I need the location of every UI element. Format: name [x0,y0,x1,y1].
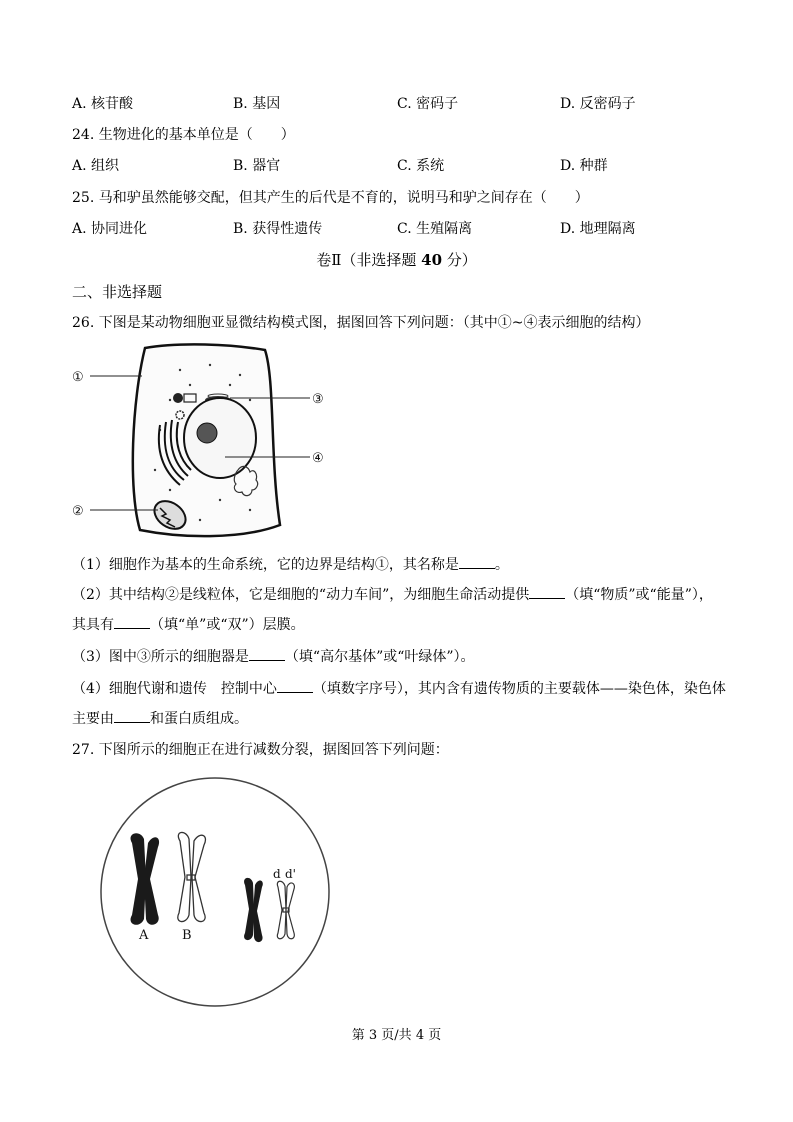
q26-sub4-line2-text: 主要由 [72,711,114,727]
q26-sub4 [72,678,726,699]
q24-option-d: D. 种群 [560,158,608,174]
meiosis-cell-diagram [95,775,345,1010]
page-footer: 第 3 页/共 4 页 [351,1028,442,1043]
q24-option-b: B. 器官 [233,158,281,174]
q26-sub4-line2 [72,708,248,729]
q27-stem: 27. 下图所示的细胞正在进行减数分裂，据图回答下列问题： [72,742,449,758]
answer-blank[interactable] [529,584,565,599]
answer-blank[interactable] [459,554,495,569]
q26-sub3 [72,646,475,667]
label-4: ④ [312,451,324,466]
label-1: ① [72,370,84,385]
q24-option-a: A. 组织 [72,158,120,174]
q25-option-b: B. 获得性遗传 [233,221,323,237]
q26-sub1-end: 。 [494,557,509,573]
q23-option-b: B. 基因 [233,96,281,112]
q23-option-a: A. 核苷酸 [72,96,134,112]
section-title [0,250,793,270]
q26-sub2 [72,584,713,605]
q24-option-c: C. 系统 [397,158,445,174]
q25-stem: 25. 马和驴虽然能够交配，但其产生的后代是不育的，说明马和驴之间存在（ ） [72,190,589,206]
q26-sub3-text: （3）图中③所示的细胞器是 [72,649,249,665]
q26-sub3-hint: （填“高尔基体”或“叶绿体”）。 [284,649,475,665]
chromosome-label-a: A [139,928,149,943]
q26-sub4-text: （4）细胞代谢和遗传 控制中心 [72,681,277,697]
section-title-post: 分） [442,251,477,269]
answer-blank[interactable] [114,614,150,629]
q24-stem: 24. 生物进化的基本单位是（ ） [72,127,295,143]
q26-sub2-line2 [72,614,305,635]
q25-option-c: C. 生殖隔离 [397,221,473,237]
answer-blank[interactable] [277,678,313,693]
label-2: ② [72,504,84,519]
answer-blank[interactable] [249,646,285,661]
q25-option-a: A. 协同进化 [72,221,148,237]
q26-sub1 [72,554,509,575]
answer-blank[interactable] [114,708,150,723]
q26-sub1-text: （1）细胞作为基本的生命系统，它的边界是结构①，其名称是 [72,557,459,573]
q26-stem: 26. 下图是某动物细胞亚显微结构模式图，据图回答下列问题：（其中①~④表示细胞的结构） [72,315,650,331]
chromatid-label-d: d [273,867,281,881]
chromosome-label-b: B [182,928,192,943]
chromatid-label-d-prime: d' [285,867,296,881]
q26-sub2-hint: （填“物质”或“能量”）， [565,587,713,603]
q25-option-d: D. 地理隔离 [560,221,636,237]
section-heading: 二、非选择题 [72,283,163,301]
q23-option-c: C. 密码子 [397,96,459,112]
q23-option-d: D. 反密码子 [560,96,636,112]
section-title-pre: 卷Ⅱ（非选择题 [316,251,422,269]
animal-cell-diagram [70,340,330,540]
section-score: 40 [421,251,443,269]
label-3: ③ [312,392,324,407]
q26-sub4-hint: （填数字序号），其内含有遗传物质的主要载体——染色体，染色体 [312,681,726,697]
q26-sub2-text: （2）其中结构②是线粒体，它是细胞的“动力车间”，为细胞生命活动提供 [72,587,530,603]
q26-sub2-line2-text: 其具有 [72,617,114,633]
q26-sub4-line2-end: 和蛋白质组成。 [150,711,248,727]
q26-sub2-line2-hint: （填“单”或“双”）层膜。 [150,617,305,633]
